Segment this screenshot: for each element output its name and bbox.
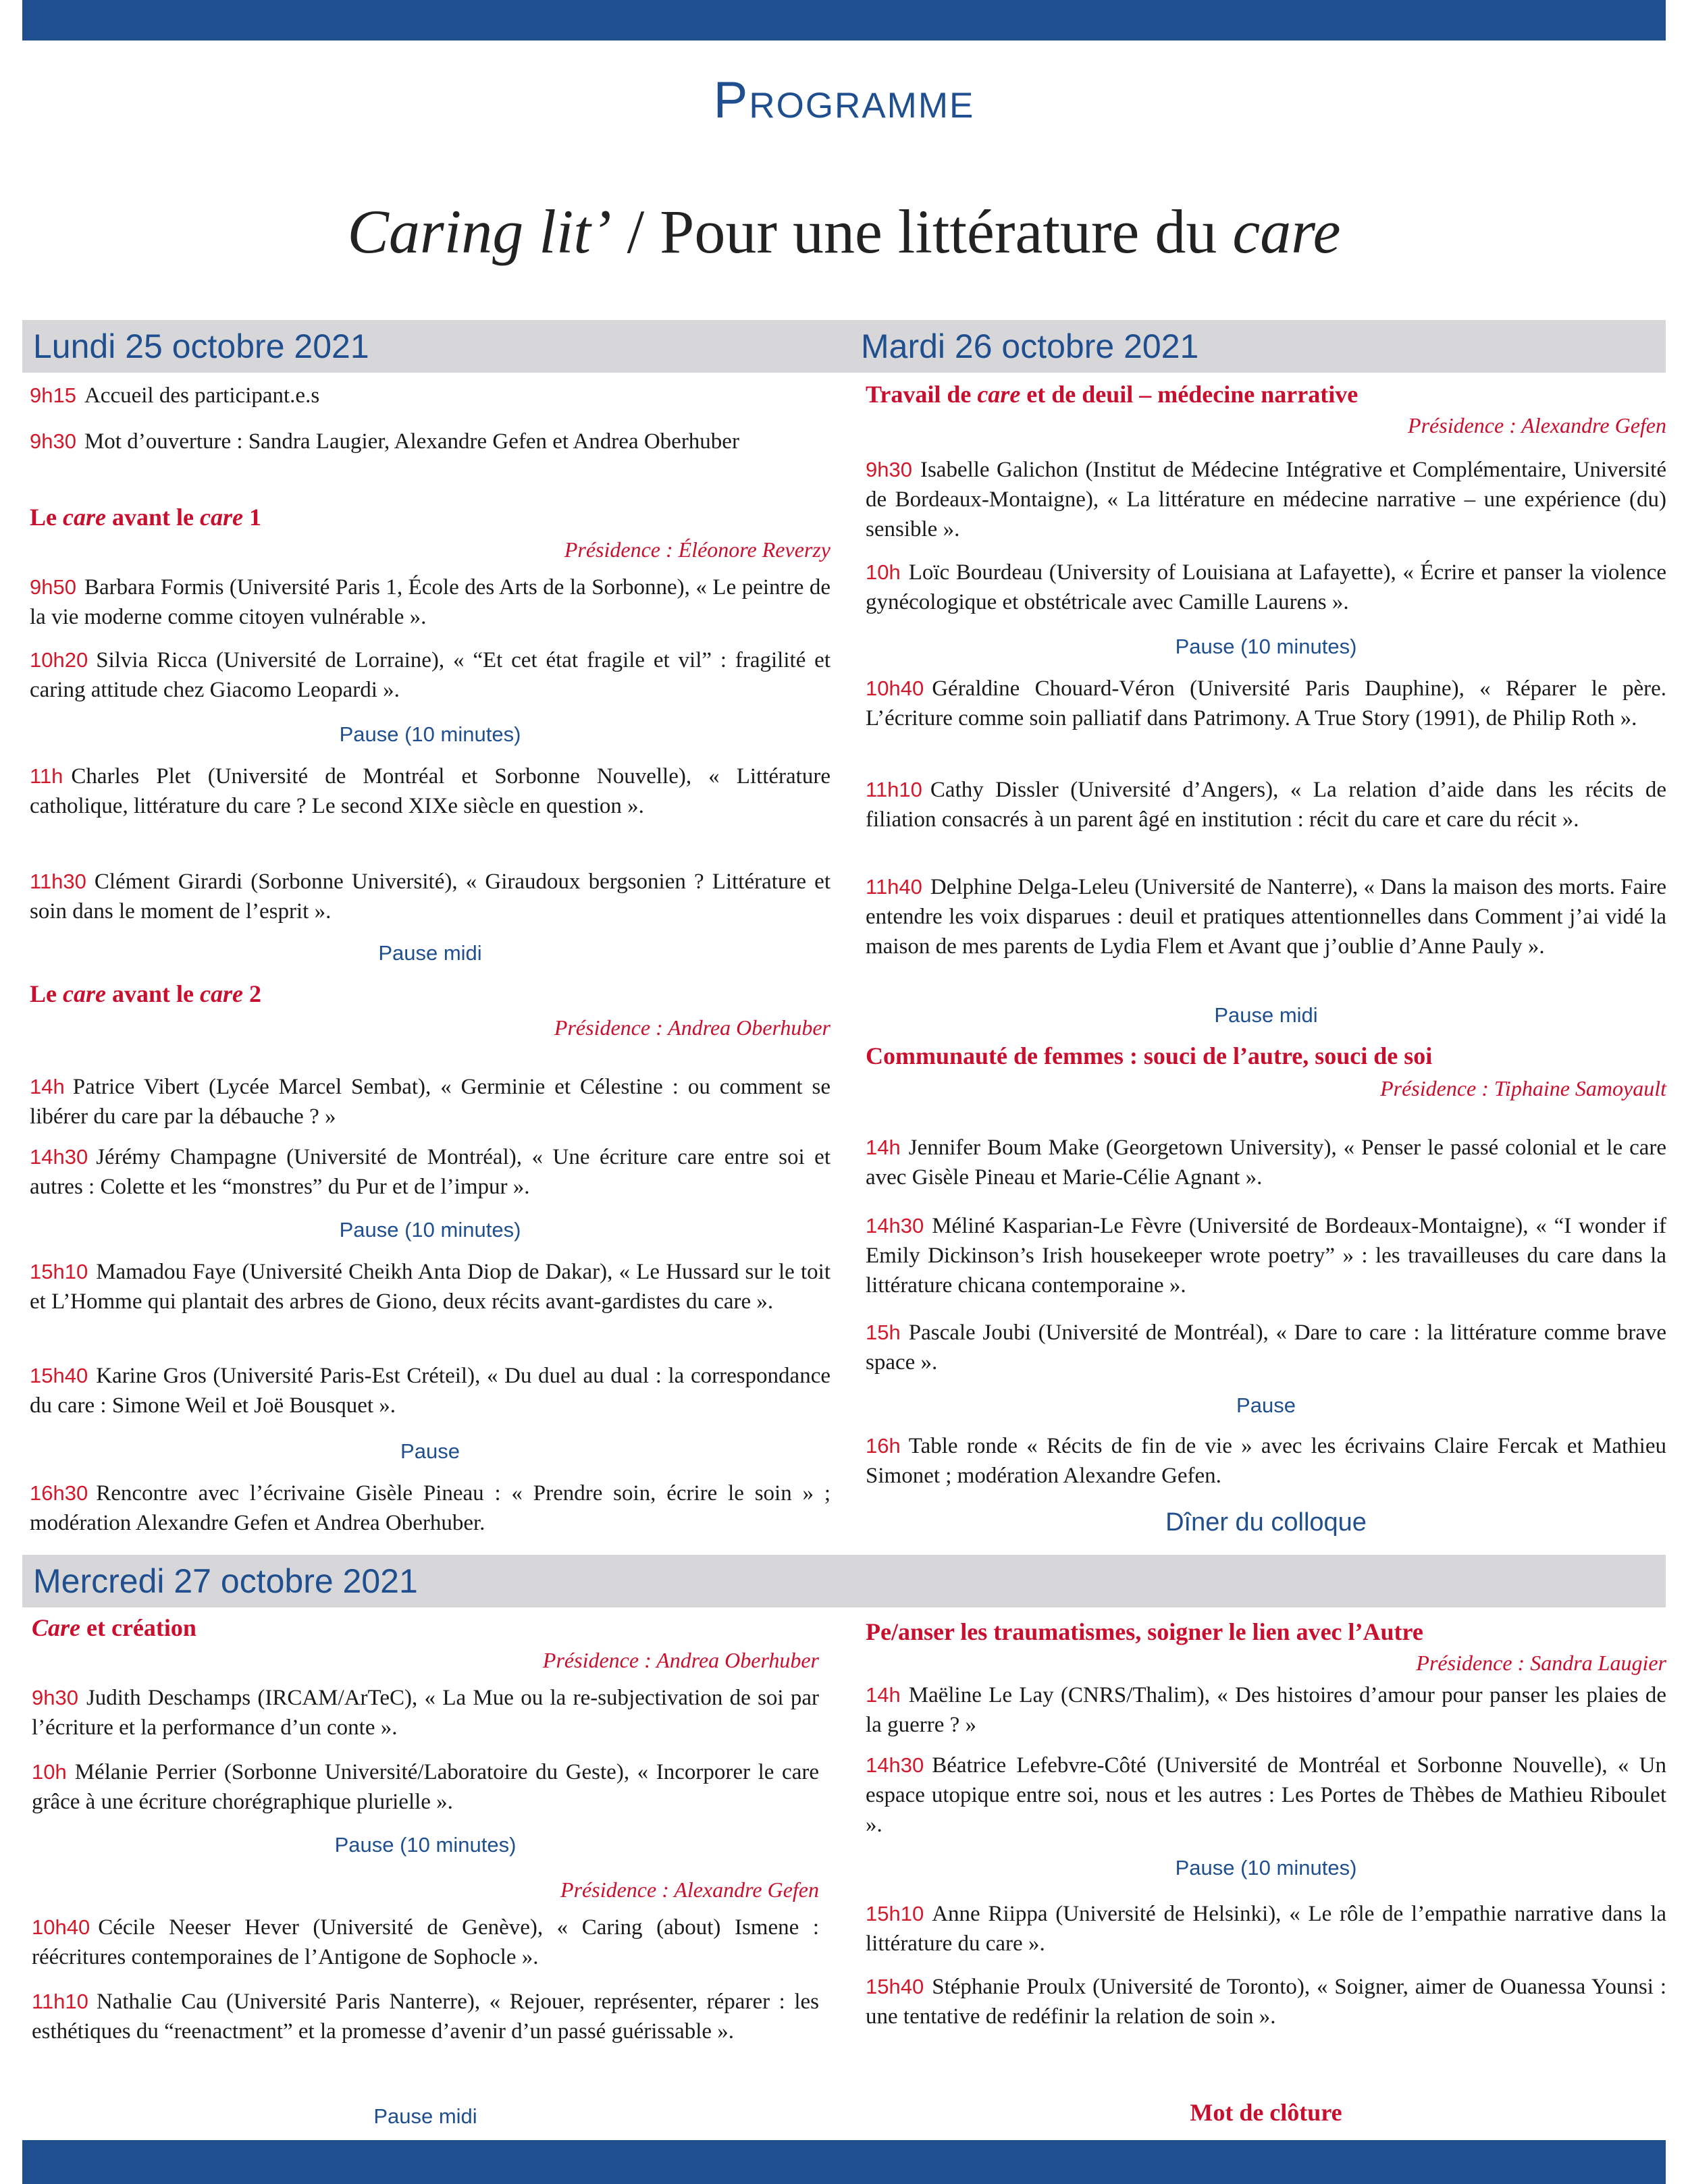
- program-entry: [30, 762, 830, 821]
- entry-time: 11h40: [866, 875, 922, 899]
- pause-label: Pause (10 minutes): [1175, 635, 1357, 658]
- entry-time: 10h40: [32, 1915, 90, 1939]
- entry-time: 11h: [30, 764, 63, 788]
- subtitle-part: / Pour une littérature du: [611, 197, 1233, 266]
- entry-time: 15h10: [30, 1260, 88, 1283]
- entry-text: Clément Girardi (Sorbonne Université), « Giraudoux bergsonien ? Littérature et soin dans le moment de l’esprit ».: [30, 870, 830, 924]
- entry-text: Silvia Ricca (Université de Lorraine), « “Et cet état fragile et vil” : fragilité et caring attitude chez Giacomo Leopardi ».: [30, 648, 830, 702]
- entry-time: 15h: [866, 1321, 901, 1344]
- entry-time: 10h: [866, 560, 901, 584]
- entry-text: Isabelle Galichon (Institut de Médecine Intégrative et Complémentaire, Université de Bordeaux-Montaigne), « La littérature en médecine narrative – une expérience (du) sensible ».: [866, 458, 1666, 541]
- bottom-band: [22, 2140, 1666, 2184]
- entry-text: Nathalie Cau (Université Paris Nanterre), « Rejouer, représenter, réparer : les esthétiques du “reenactment” et la promesse d’avenir d’un passé guérissable ».: [32, 1990, 819, 2044]
- entry-text: Delphine Delga-Leleu (Université de Nanterre), « Dans la maison des morts. Faire entendre les voix disparues : deuil et pratiques attentionnelles dans Comment j’ai vidé la maison de mes parents de Lydia Flem et Avant que j’oublie d’Anne Pauly ».: [866, 875, 1666, 959]
- session-title-part: 2: [242, 980, 261, 1007]
- session-title-part: Travail de: [866, 381, 978, 408]
- program-entry: [866, 1211, 1666, 1300]
- program-entry: [866, 775, 1666, 834]
- program-entry: [866, 674, 1666, 733]
- entry-text: Table ronde « Récits de fin de vie » avec les écrivains Claire Fercak et Mathieu Simonet ; modération Alexandre Gefen.: [866, 1434, 1666, 1488]
- entry-time: 14h: [866, 1136, 901, 1159]
- entry-text: Mélanie Perrier (Sorbonne Université/Laboratoire du Geste), « Incorporer le care grâce à une écriture chorégraphique plurielle ».: [32, 1760, 819, 1814]
- session-title-part: Care: [32, 1614, 80, 1641]
- program-entry: [30, 1479, 830, 1538]
- day-heading-lundi: Lundi 25 octobre 2021: [22, 320, 854, 373]
- program-entry: [30, 572, 830, 632]
- entry-text: Rencontre avec l’écrivaine Gisèle Pineau : « Prendre soin, écrire le soin » ; modération Alexandre Gefen et Andrea Oberhuber.: [30, 1481, 830, 1535]
- program-entry: [30, 1142, 830, 1202]
- entry-text: Charles Plet (Université de Montréal et Sorbonne Nouvelle), « Littérature catholique, littérature du care ? Le second XIXe siècle en question ».: [30, 764, 830, 818]
- entry-time: 16h: [866, 1434, 901, 1458]
- program-entry: [30, 427, 830, 456]
- entry-time: 9h30: [32, 1686, 78, 1709]
- entry-time: 10h20: [30, 648, 88, 672]
- program-entry: [30, 1257, 830, 1316]
- entry-text: Géraldine Chouard-Véron (Université Paris Dauphine), « Réparer le père. L’écriture comme soin palliatif dans Patrimony. A True Story (1991), de Philip Roth ».: [866, 676, 1666, 730]
- top-band: [22, 0, 1666, 41]
- program-entry: [32, 1683, 819, 1742]
- program-entry: [30, 1361, 830, 1420]
- entry-time: 14h30: [866, 1753, 924, 1777]
- entry-time: 14h: [866, 1683, 901, 1707]
- session-title-part: care: [199, 504, 243, 531]
- session-title-part: avant le: [105, 504, 200, 531]
- session-title: [30, 979, 830, 1009]
- session-title-part: et de deuil – médecine narrative: [1020, 381, 1359, 408]
- entry-text: Loïc Bourdeau (University of Louisiana at Lafayette), « Écrire et panser la violence gynécologique et obstétricale avec Camille Laurens ».: [866, 560, 1666, 614]
- session-title-part: et création: [80, 1614, 196, 1641]
- program-entry: [32, 1913, 819, 1972]
- session-chair: Présidence : Andrea Oberhuber: [542, 1648, 819, 1672]
- entry-text: Karine Gros (Université Paris-Est Créteil), « Du duel au dual : la correspondance du care : Simone Weil et Joë Bousquet ».: [30, 1364, 830, 1418]
- pause-label: Pause (10 minutes): [1175, 1856, 1357, 1880]
- session-title-part: Le: [30, 980, 63, 1007]
- program-entry: [866, 872, 1666, 961]
- pause-label: Pause midi: [378, 941, 482, 965]
- entry-text: Mot d’ouverture : Sandra Laugier, Alexandre Gefen et Andrea Oberhuber: [84, 429, 739, 454]
- entry-text: Mamadou Faye (Université Cheikh Anta Diop de Dakar), « Le Hussard sur le toit et L’Homme qui plantait des arbres de Giono, deux récits avant-gardistes du care ».: [30, 1260, 830, 1314]
- session-title: Pe/anser les traumatismes, soigner le lien avec l’Autre: [866, 1618, 1423, 1645]
- pause-label: Pause (10 minutes): [339, 1218, 521, 1242]
- pause-label: Pause: [1236, 1393, 1296, 1417]
- entry-time: 15h10: [866, 1902, 924, 1925]
- program-entry: [32, 1987, 819, 2046]
- entry-text: Jérémy Champagne (Université de Montréal), « Une écriture care entre soi et autres : Colette et les “monstres” du Pur et de l’impur ».: [30, 1145, 830, 1199]
- entry-time: 9h30: [30, 429, 76, 453]
- entry-time: 14h30: [866, 1214, 924, 1237]
- entry-text: Cécile Neeser Hever (Université de Genève), « Caring (about) Ismene : réécritures contemporaines de l’Antigone de Sophocle ».: [32, 1915, 819, 1969]
- entry-text: Accueil des participant.e.s: [84, 383, 320, 408]
- entry-time: 16h30: [30, 1481, 88, 1505]
- program-entry: [866, 1318, 1666, 1377]
- program-entry: [866, 1680, 1666, 1740]
- entry-time: 9h50: [30, 575, 76, 599]
- session-title: [32, 1613, 819, 1643]
- entry-time: 10h40: [866, 676, 924, 700]
- entry-time: 15h40: [866, 1975, 924, 1998]
- entry-text: Cathy Dissler (Université d’Angers), « La relation d’aide dans les récits de filiation consacrés à un parent âgé en institution : récit du care et care du récit ».: [866, 778, 1666, 832]
- entry-text: Judith Deschamps (IRCAM/ArTeC), « La Mue ou la re-subjectivation de soi par l’écriture et la performance d’un conte ».: [32, 1686, 819, 1740]
- entry-time: 14h30: [30, 1145, 88, 1169]
- entry-time: 15h40: [30, 1364, 88, 1387]
- page-subtitle: [0, 196, 1688, 267]
- program-entry: [866, 1431, 1666, 1491]
- page-title: Programme: [713, 72, 975, 129]
- session-title-part: care: [199, 980, 243, 1007]
- program-entry: [866, 1133, 1666, 1192]
- session-title-part: 1: [242, 504, 261, 531]
- session-title-part: care: [977, 381, 1021, 408]
- entry-time: 14h: [30, 1075, 65, 1098]
- program-entry: [30, 381, 830, 410]
- pause-label: Pause (10 minutes): [339, 722, 521, 746]
- session-title: Communauté de femmes : souci de l’autre, souci de soi: [866, 1042, 1433, 1069]
- pause-label: Pause (10 minutes): [334, 1833, 517, 1857]
- entry-time: 9h30: [866, 458, 912, 481]
- subtitle-part: Caring lit’: [347, 197, 612, 266]
- session-chair: Présidence : Andrea Oberhuber: [554, 1015, 830, 1040]
- pause-label: Pause midi: [1214, 1003, 1318, 1027]
- session-title-part: care: [63, 980, 106, 1007]
- program-entry: [30, 1072, 830, 1131]
- session-chair: Présidence : Tiphaine Samoyault: [1380, 1076, 1666, 1100]
- program-entry: [32, 1757, 819, 1817]
- program-entry: [866, 558, 1666, 617]
- session-title-part: Le: [30, 504, 63, 531]
- session-chair: Présidence : Alexandre Gefen: [560, 1877, 819, 1902]
- entry-text: Anne Riippa (Université de Helsinki), « Le rôle de l’empathie narrative dans la littérature du care ».: [866, 1902, 1666, 1956]
- closing-label: Mot de clôture: [1190, 2099, 1342, 2126]
- entry-text: Maëline Le Lay (CNRS/Thalim), « Des histoires d’amour pour panser les plaies de la guerre ? »: [866, 1683, 1666, 1737]
- session-title: [30, 502, 830, 532]
- session-chair: Présidence : Sandra Laugier: [1416, 1651, 1666, 1675]
- day-heading-mardi: Mardi 26 octobre 2021: [850, 320, 1666, 373]
- entry-text: Barbara Formis (Université Paris 1, École des Arts de la Sorbonne), « Le peintre de la vie moderne comme citoyen vulnérable ».: [30, 575, 830, 629]
- program-entry: [866, 1751, 1666, 1840]
- entry-time: 11h10: [32, 1990, 88, 2013]
- program-entry: [30, 645, 830, 705]
- program-entry: [866, 1899, 1666, 1959]
- pause-label: Pause: [400, 1439, 460, 1463]
- entry-text: Béatrice Lefebvre-Côté (Université de Montréal et Sorbonne Nouvelle), « Un espace utopique entre soi, nous et les autres : Les Portes de Thèbes de Mathieu Riboulet ».: [866, 1753, 1666, 1837]
- entry-time: 9h15: [30, 383, 76, 407]
- dinner-label: Dîner du colloque: [1165, 1508, 1367, 1537]
- program-entry: [866, 1972, 1666, 2031]
- entry-text: Patrice Vibert (Lycée Marcel Sembat), « Germinie et Célestine : ou comment se libérer du care par la débauche ? »: [30, 1075, 830, 1129]
- entry-text: Méliné Kasparian-Le Fèvre (Université de Bordeaux-Montaigne), « “I wonder if Emily Dickinson’s Irish housekeeper wrote poetry” » : les travailleuses du care dans la littérature chicana contemporaine ».: [866, 1214, 1666, 1298]
- program-entry: [866, 455, 1666, 544]
- entry-time: 10h: [32, 1760, 67, 1784]
- pause-label: Pause midi: [373, 2104, 477, 2128]
- session-chair: Présidence : Éléonore Reverzy: [564, 537, 830, 562]
- session-title-part: avant le: [105, 980, 200, 1007]
- day-heading-mercredi: Mercredi 27 octobre 2021: [22, 1555, 1666, 1607]
- session-title-part: care: [63, 504, 106, 531]
- entry-time: 11h30: [30, 870, 86, 893]
- entry-text: Jennifer Boum Make (Georgetown University), « Penser le passé colonial et le care avec Gisèle Pineau et Marie-Célie Agnant ».: [866, 1136, 1666, 1190]
- entry-text: Stéphanie Proulx (Université de Toronto), « Soigner, aimer de Ouanessa Younsi : une tentative de redéfinir la relation de soin ».: [866, 1975, 1666, 2029]
- program-entry: [30, 867, 830, 926]
- subtitle-part: care: [1232, 197, 1341, 266]
- session-title: [866, 379, 1666, 409]
- session-chair: Présidence : Alexandre Gefen: [1408, 413, 1666, 437]
- entry-time: 11h10: [866, 778, 922, 801]
- entry-text: Pascale Joubi (Université de Montréal), « Dare to care : la littérature comme brave space ».: [866, 1321, 1666, 1375]
